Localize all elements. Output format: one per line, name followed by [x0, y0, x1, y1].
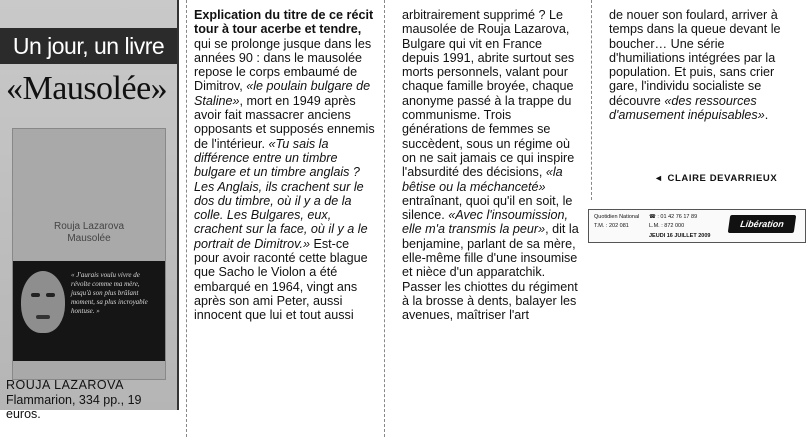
article-quote: «Avec l'insoumission, elle m'a transmis la peur» [402, 208, 568, 237]
article-quote: «le poulain bulgare de Staline» [194, 79, 371, 108]
column-rule-2 [384, 0, 385, 437]
stamp-phone: ☎ : 01 42 76 17 89 [649, 214, 698, 220]
stamp-lm: L.M. : 872 000 [649, 223, 685, 229]
article-text: , dit la benjamine, parlant de sa mère, elle-même fille d'une insoumise et nièce d'un apparatchik. Passer les chiottes du régiment à la brosse à dents, balayer les avenues, maîtriser l'art [402, 222, 579, 323]
article-quote: «la bêtise ou la méchanceté» [402, 165, 563, 194]
article-column-3 [609, 8, 797, 122]
book-author: ROUJA LAZAROVA [6, 378, 124, 392]
column-rule-3 [591, 0, 592, 200]
article-text: . [764, 108, 769, 123]
press-clipping-stamp [588, 209, 806, 243]
stamp-date: JEUDI 16 JUILLET 2009 [649, 233, 711, 239]
article-text: Est-ce pour avoir raconté cette blague que Sacho le Violon a été embarqué en 1964, vingt ans après son ami Peter, aussi innocent que lui et tout aussi [194, 236, 368, 323]
arrow-left-icon: ◄ [654, 173, 664, 183]
cover-quote: « J'aurais voulu vivre de révolte comme ma mère, jusqu'à son plus brûlant moment, sa plus incroyable hontuse. » [71, 271, 148, 315]
stamp-label: Quotidien National [594, 214, 640, 220]
cover-author [13, 221, 165, 245]
article-quote: «Tu sais la différence entre un timbre bulgare et un timbre anglais ? Les Anglais, ils crachent sur le dos du timbre, où il y a de la colle. Les Bulgares, eux, crachent sur la face, où il y a le portrait de Dimitrov.» [194, 136, 368, 251]
cover-photo-panel [13, 261, 165, 361]
article-quote: «des ressources d'amusement inépuisables» [609, 93, 765, 123]
stamp-tm: T.M. : 202 081 [594, 223, 629, 229]
article-text: entraînant, quoi qu'il en soit, le silence. [402, 193, 573, 223]
cover-title: Mausolée [67, 233, 111, 244]
article-column-1 [194, 8, 376, 323]
signature-name: CLAIRE DEVARRIEUX [667, 173, 778, 184]
face-eye-right [46, 293, 55, 297]
article-column-2 [402, 8, 580, 323]
book-title: «Mausolée» [6, 70, 168, 107]
author-signature [654, 173, 777, 184]
article-text: qui se prolonge jusque dans les années 90 : dans le mausolée repose le corps embaumé de Dimitrov, [194, 36, 372, 94]
article-text: , mort en 1949 après avoir fait massacrer anciens opposants et supposés ennemis de l'intérieur. [194, 93, 375, 151]
face-eye-left [31, 293, 40, 297]
column-rule-1 [186, 0, 187, 437]
cover-author-name: Rouja Lazarova [53, 221, 125, 232]
book-box [0, 0, 179, 421]
rubric-banner: Un jour, un livre [0, 28, 177, 64]
article-text: de nouer son foulard, arriver à temps dans la queue devant le boucher… Une série d'humiliations intégrées par la population. Et puis, sans crier gare, l'individu socialiste se découvre [609, 8, 781, 108]
article-lede: Explication du titre de ce récit tour à tour acerbe et tendre, [194, 8, 374, 37]
face-mouth [36, 315, 50, 319]
book-cover [12, 128, 166, 380]
portrait-face-icon [21, 271, 65, 333]
article-text: arbitrairement supprimé ? Le mausolée de Rouja Lazarova, Bulgare qui vit en France depuis 1991, abrite surtout ses morts personnels, valant pour chaque famille broyée, chaque anonyme passé à la trappe du communisme. Trois générations de femmes se succèdent, sous un régime où on ne sait jamais ce qui inspire l'absurdité des décisions, [402, 8, 575, 180]
liberation-logo: Libération [728, 215, 797, 233]
book-publisher: Flammarion, 334 pp., 19 euros. [6, 393, 142, 421]
